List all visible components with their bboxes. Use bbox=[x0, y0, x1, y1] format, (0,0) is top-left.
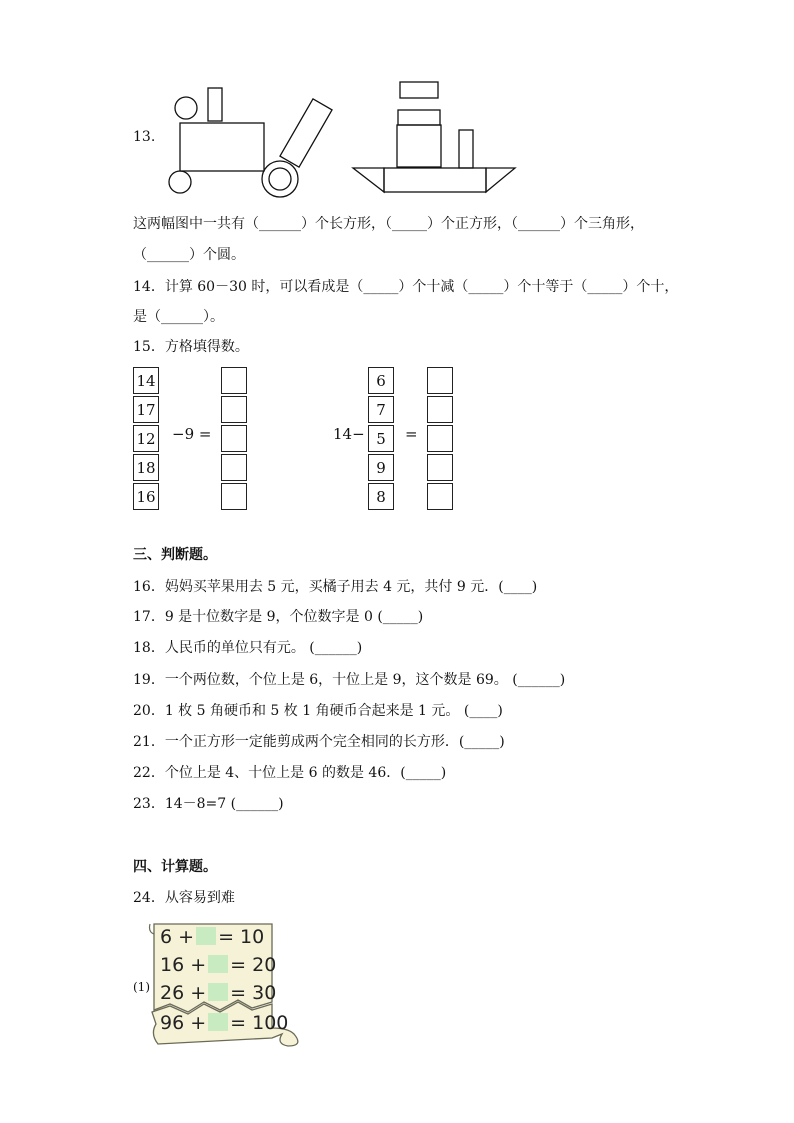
q19-item: 19．一个两位数，个位上是 6，十位上是 9，这个数是 69。 (______) bbox=[133, 672, 566, 688]
q15-right-equals: = bbox=[405, 425, 418, 443]
answer-cell[interactable] bbox=[221, 454, 247, 481]
q17-item: 17．9 是十位数字是 9，个位数字是 0 (_____) bbox=[133, 609, 424, 625]
section4-heading: 四、计算题。 bbox=[133, 859, 217, 875]
answer-cell[interactable] bbox=[221, 425, 247, 452]
left-number-cell: 17 bbox=[133, 396, 159, 423]
ship-cabin bbox=[397, 125, 441, 167]
ship-left-triangle bbox=[353, 168, 384, 192]
q15-left-operator: −9 = bbox=[172, 425, 212, 443]
equation-row bbox=[160, 954, 276, 976]
q15-left-number-column bbox=[133, 367, 159, 512]
answer-cell[interactable] bbox=[427, 454, 453, 481]
right-number-cell: 9 bbox=[368, 454, 394, 481]
right-number-cell: 5 bbox=[368, 425, 394, 452]
ship-right-triangle bbox=[486, 168, 515, 192]
ship-hull bbox=[384, 168, 486, 192]
answer-cell[interactable] bbox=[427, 396, 453, 423]
right-number-cell: 6 bbox=[368, 367, 394, 394]
q22-item: 22．个位上是 4、十位上是 6 的数是 46．(_____) bbox=[133, 765, 447, 781]
q23-item: 23．14－8=7 (______) bbox=[133, 796, 284, 812]
tractor-small-wheel-top bbox=[175, 97, 197, 119]
answer-cell[interactable] bbox=[221, 396, 247, 423]
answer-cell[interactable] bbox=[221, 367, 247, 394]
q14-line2: 是（______）。 bbox=[133, 309, 224, 325]
equation-right: = 30 bbox=[230, 982, 277, 1004]
right-number-cell: 7 bbox=[368, 396, 394, 423]
answer-cell[interactable] bbox=[427, 483, 453, 510]
tractor-back-wheel-inner bbox=[269, 168, 291, 190]
q15-right-number-column bbox=[368, 367, 394, 512]
equation-left: 16 + bbox=[160, 954, 207, 976]
equation-blank[interactable] bbox=[208, 955, 228, 973]
ship-cabin-top bbox=[398, 110, 440, 125]
equation-row bbox=[160, 1012, 288, 1034]
equation-right: = 10 bbox=[218, 926, 265, 948]
q13-number: 13. bbox=[133, 129, 156, 145]
equation-blank[interactable] bbox=[208, 1013, 228, 1031]
left-number-cell: 18 bbox=[133, 454, 159, 481]
q14-line1: 14．计算 60－30 时，可以看成是（_____）个十减（_____）个十等于（_____）个十， bbox=[133, 279, 679, 295]
q21-item: 21．一个正方形一定能剪成两个完全相同的长方形．(_____) bbox=[133, 734, 505, 750]
equation-right: = 100 bbox=[230, 1012, 289, 1034]
equation-left: 6 + bbox=[160, 926, 195, 948]
answer-cell[interactable] bbox=[427, 367, 453, 394]
left-number-cell: 14 bbox=[133, 367, 159, 394]
q15-left-answer-column bbox=[221, 367, 247, 512]
tractor-figure bbox=[169, 88, 332, 197]
q24-scroll-illustration bbox=[148, 920, 308, 1050]
equation-row bbox=[160, 926, 264, 948]
q18-item: 18．人民币的单位只有元。 (______) bbox=[133, 640, 363, 656]
tractor-body bbox=[180, 123, 264, 171]
q20-item: 20．1 枚 5 角硬币和 5 枚 1 角硬币合起来是 1 元。 (____) bbox=[133, 703, 503, 719]
section3-heading: 三、判断题。 bbox=[133, 547, 217, 563]
right-number-cell: 8 bbox=[368, 483, 394, 510]
q15-right-prefix: 14− bbox=[333, 425, 365, 443]
ship-figure bbox=[353, 82, 515, 192]
equation-left: 96 + bbox=[160, 1012, 207, 1034]
answer-cell[interactable] bbox=[221, 483, 247, 510]
q15-right-answer-column bbox=[427, 367, 453, 512]
equation-row bbox=[160, 982, 276, 1004]
q24-sub-label: (1) bbox=[133, 980, 150, 994]
tractor-back-wheel-outer bbox=[262, 161, 298, 197]
q15-title: 15．方格填得数。 bbox=[133, 339, 249, 355]
equation-blank[interactable] bbox=[196, 927, 216, 945]
q16-item: 16．妈妈买苹果用去 5 元，买橘子用去 4 元，共付 9 元．(____) bbox=[133, 579, 538, 595]
equation-right: = 20 bbox=[230, 954, 277, 976]
left-number-cell: 12 bbox=[133, 425, 159, 452]
left-number-cell: 16 bbox=[133, 483, 159, 510]
q24-title: 24．从容易到难 bbox=[133, 890, 235, 906]
q13-text-line1: 这两幅图中一共有（______）个长方形，（_____）个正方形，（______）个三角形， bbox=[133, 216, 644, 232]
q13-text-line2: （______）个圆。 bbox=[133, 247, 245, 263]
q13-figures bbox=[160, 78, 520, 198]
tractor-chimney bbox=[208, 88, 222, 121]
answer-cell[interactable] bbox=[427, 425, 453, 452]
tractor-front-wheel bbox=[169, 171, 191, 193]
ship-top-rect bbox=[400, 82, 438, 98]
equation-blank[interactable] bbox=[208, 983, 228, 1001]
equation-left: 26 + bbox=[160, 982, 207, 1004]
tractor-arm bbox=[280, 99, 332, 167]
ship-chimney bbox=[459, 130, 473, 168]
